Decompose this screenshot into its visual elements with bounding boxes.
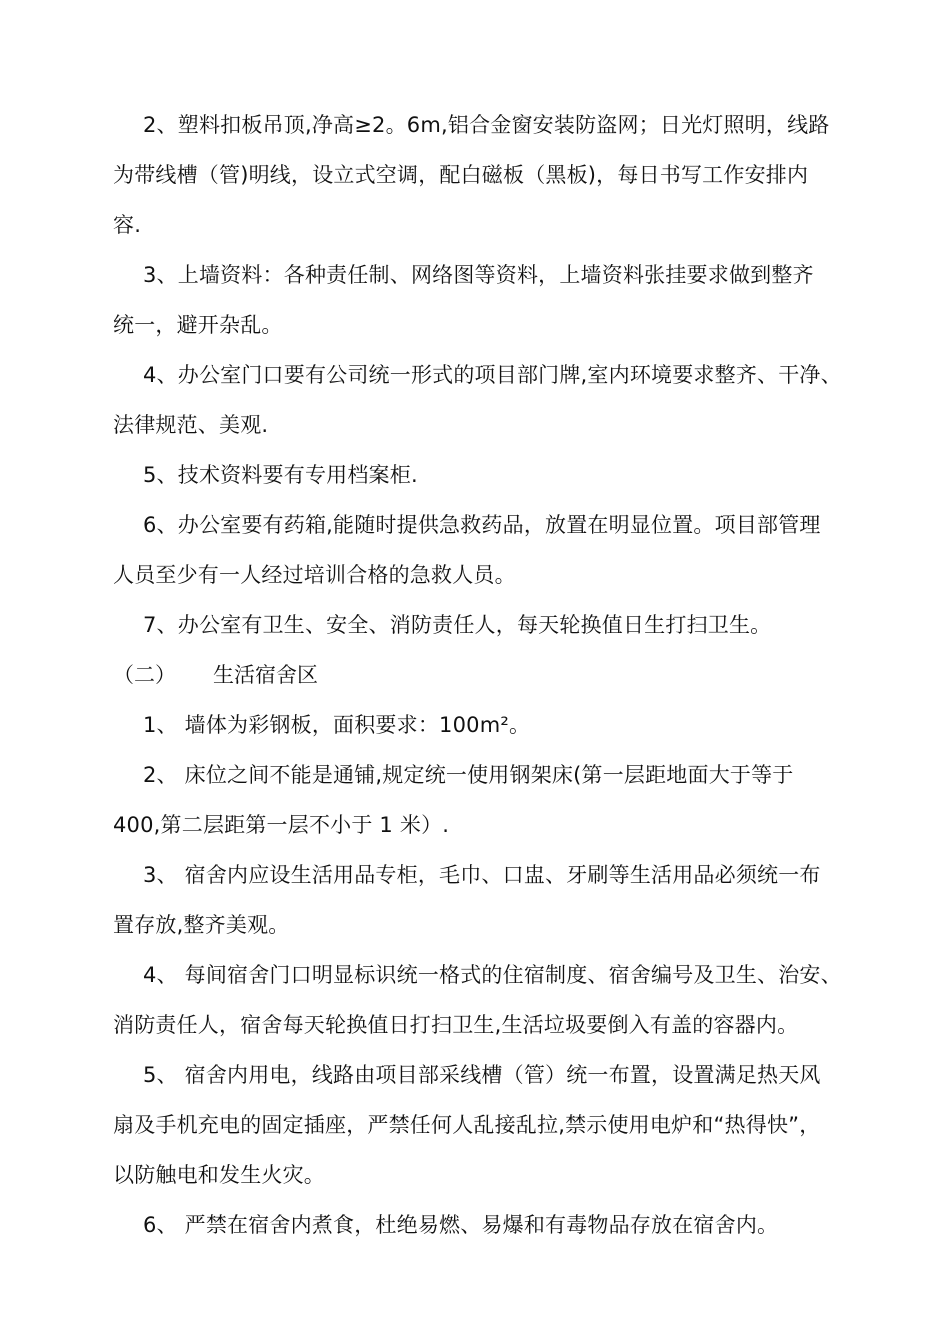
- text-line: 6、办公室要有药箱,能随时提供急救药品，放置在明显位置。项目部管理: [143, 513, 821, 537]
- text-line: 7、办公室有卫生、安全、消防责任人，每天轮换值日生打扫卫生。: [143, 613, 772, 637]
- office-item-7: [113, 600, 873, 650]
- text-line: 1、 墙体为彩钢板，面积要求：100m²。: [143, 713, 531, 737]
- text-line: 400,第二层距第一层不小于 1 米）.: [113, 813, 450, 837]
- text-line: 3、上墙资料：各种责任制、网络图等资料，上墙资料张挂要求做到整齐: [143, 263, 814, 287]
- text-line: 4、 每间宿舍门口明显标识统一格式的住宿制度、宿舍编号及卫生、治安、: [143, 963, 842, 987]
- text-line: 4、办公室门口要有公司统一形式的项目部门牌,室内环境要求整齐、干净、: [143, 363, 842, 387]
- text-line: 人员至少有一人经过培训合格的急救人员。: [113, 563, 516, 587]
- dorm-item-5: [113, 1050, 873, 1200]
- office-item-5: [113, 450, 873, 500]
- dorm-item-6: [113, 1200, 873, 1250]
- office-item-4: [113, 350, 873, 450]
- dorm-item-3: [113, 850, 873, 950]
- section-heading: [113, 650, 873, 700]
- office-item-3: [113, 250, 873, 350]
- text-line: 扇及手机充电的固定插座，严禁任何人乱接乱拉,禁示使用电炉和“热得快”，: [113, 1113, 821, 1137]
- text-line: 5、 宿舍内用电，线路由项目部采线槽（管）统一布置，设置满足热天风: [143, 1063, 821, 1087]
- section-title: 生活宿舍区: [213, 663, 318, 687]
- dorm-item-2: [113, 750, 873, 850]
- text-line: 置存放,整齐美观。: [113, 913, 290, 937]
- text-line: 为带线槽（管)明线，设立式空调，配白磁板（黑板)，每日书写工作安排内: [113, 163, 809, 187]
- text-line: 法律规范、美观.: [113, 413, 269, 437]
- office-item-2: [113, 100, 873, 250]
- office-item-6: [113, 500, 873, 600]
- text-line: 2、 床位之间不能是通铺,规定统一使用钢架床(第一层距地面大于等于: [143, 763, 794, 787]
- text-line: 2、塑料扣板吊顶,净高≥2。6m,铝合金窗安装防盗网；日光灯照明，线路: [143, 113, 830, 137]
- text-line: 3、 宿舍内应设生活用品专柜，毛巾、口盅、牙刷等生活用品必须统一布: [143, 863, 821, 887]
- dorm-item-1: [113, 700, 873, 750]
- section-number: （二）: [113, 663, 176, 687]
- text-line: 容.: [113, 213, 142, 237]
- text-line: 6、 严禁在宿舍内煮食，杜绝易燃、易爆和有毒物品存放在宿舍内。: [143, 1213, 779, 1237]
- dorm-item-4: [113, 950, 873, 1050]
- text-line: 以防触电和发生火灾。: [113, 1163, 325, 1187]
- text-line: 5、技术资料要有专用档案柜.: [143, 463, 418, 487]
- text-line: 消防责任人，宿舍每天轮换值日打扫卫生,生活垃圾要倒入有盖的容器内。: [113, 1013, 799, 1037]
- text-line: 统一，避开杂乱。: [113, 313, 283, 337]
